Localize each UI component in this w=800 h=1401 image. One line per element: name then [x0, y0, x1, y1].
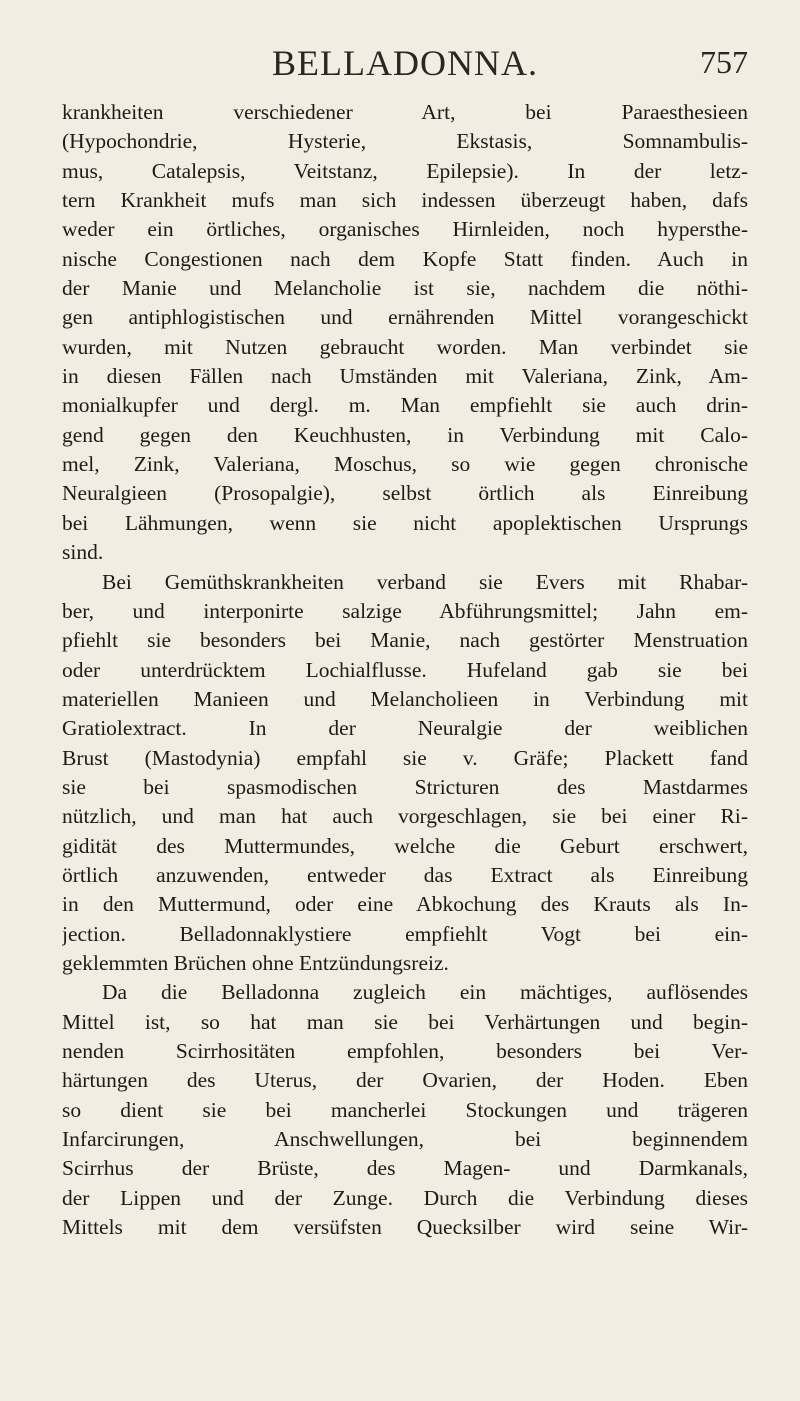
text-line: tern Krankheit mufs man sich indessen überzeugt haben, dafs	[62, 188, 748, 213]
text-line: sie bei spasmodischen Stricturen des Mastdarmes	[62, 774, 748, 799]
text-line: mel, Zink, Valeriana, Moschus, so wie gegen chronische	[62, 452, 748, 477]
text-line: in diesen Fällen nach Umständen mit Valeriana, Zink, Am-	[62, 364, 748, 389]
text-line: Scirrhus der Brüste, des Magen- und Darmkanals,	[62, 1156, 748, 1181]
text-line: jection. Belladonnaklystiere empfiehlt Vogt bei ein-	[62, 921, 748, 946]
text-line: Neuralgieen (Prosopalgie), selbst örtlich als Einreibung	[62, 481, 748, 506]
body-text	[62, 98, 748, 1242]
text-line: monialkupfer und dergl. m. Man empfiehlt sie auch drin-	[62, 393, 748, 418]
text-line: sind.	[62, 540, 104, 565]
running-head	[62, 38, 748, 98]
running-head-title: BELLADONNA.	[272, 43, 538, 83]
text-line: härtungen des Uterus, der Ovarien, der Hoden. Eben	[62, 1068, 748, 1093]
text-line: wurden, mit Nutzen gebraucht worden. Man verbindet sie	[62, 334, 748, 359]
text-line: oder unterdrücktem Lochialflusse. Hufeland gab sie bei	[62, 657, 748, 682]
text-line: materiellen Manieen und Melancholieen in Verbindung mit	[62, 686, 748, 711]
text-line: bei Lähmungen, wenn sie nicht apoplektischen Ursprungs	[62, 510, 748, 535]
page-number: 757	[700, 44, 748, 80]
text-line: in den Muttermund, oder eine Abkochung des Krauts als In-	[62, 892, 748, 917]
text-line: ber, und interponirte salzige Abführungsmittel; Jahn em-	[62, 598, 748, 623]
text-line: der Manie und Melancholie ist sie, nachdem die nöthi-	[62, 276, 748, 301]
text-line: gend gegen den Keuchhusten, in Verbindung mit Calo-	[62, 422, 748, 447]
text-line: geklemmten Brüchen ohne Entzündungsreiz.	[62, 950, 449, 975]
text-line: so dient sie bei mancherlei Stockungen und trägeren	[62, 1097, 748, 1122]
text-line: gen antiphlogistischen und ernährenden Mittel vorangeschickt	[62, 305, 748, 330]
text-line: (Hypochondrie, Hysterie, Ekstasis, Somnambulis-	[62, 129, 748, 154]
text-line: Da die Belladonna zugleich ein mächtiges, auflösendes	[102, 980, 748, 1005]
text-line: Bei Gemüthskrankheiten verband sie Evers mit Rhabar-	[102, 569, 748, 594]
text-line: pfiehlt sie besonders bei Manie, nach gestörter Menstruation	[62, 628, 748, 653]
text-line: gidität des Muttermundes, welche die Geburt erschwert,	[62, 833, 748, 858]
text-line: krankheiten verschiedener Art, bei Paraesthesieen	[62, 100, 748, 124]
text-line: Brust (Mastodynia) empfahl sie v. Gräfe; Plackett fand	[62, 745, 748, 770]
text-line: weder ein örtliches, organisches Hirnleiden, noch hypersthe-	[62, 217, 748, 242]
text-line: örtlich anzuwenden, entweder das Extract als Einreibung	[62, 862, 748, 887]
text-line: Gratiolextract. In der Neuralgie der weiblichen	[62, 716, 748, 741]
text-line: Mittel ist, so hat man sie bei Verhärtungen und begin-	[62, 1009, 748, 1034]
text-line: mus, Catalepsis, Veitstanz, Epilepsie). In der letz-	[62, 158, 748, 183]
text-line: nenden Scirrhositäten empfohlen, besonders bei Ver-	[62, 1039, 748, 1063]
text-line: nützlich, und man hat auch vorgeschlagen, sie bei einer Ri-	[62, 804, 748, 829]
text-line: nische Congestionen nach dem Kopfe Statt finden. Auch in	[62, 246, 748, 271]
text-line: Mittels mit dem versüfsten Quecksilber wird seine Wir-	[62, 1215, 748, 1240]
text-line: der Lippen und der Zunge. Durch die Verbindung dieses	[62, 1185, 748, 1210]
text-line: Infarcirungen, Anschwellungen, bei beginnendem	[62, 1127, 748, 1152]
